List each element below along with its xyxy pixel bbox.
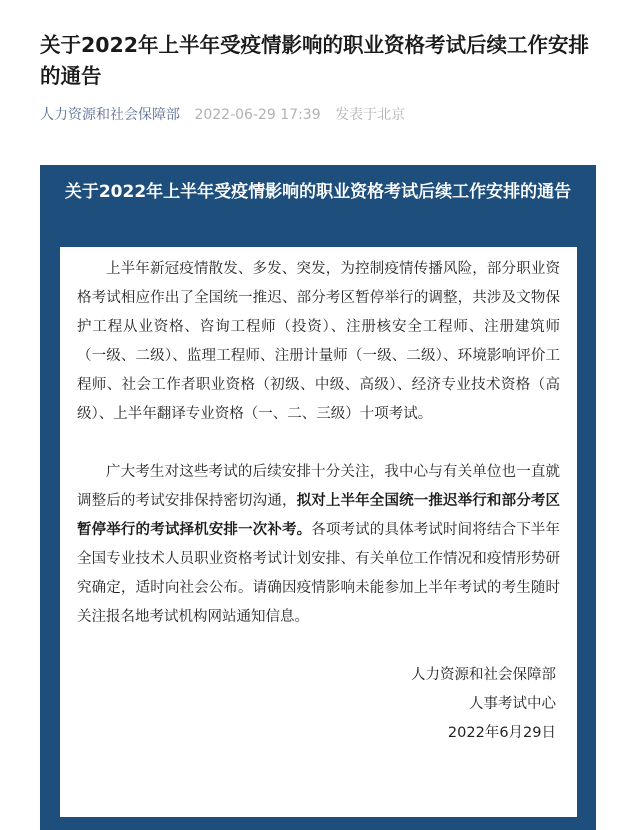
signatory-ministry: 人力资源和社会保障部 [411, 667, 556, 683]
sign-date: 2022年6月29日 [447, 725, 556, 741]
article-title: 关于2022年上半年受疫情影响的职业资格考试后续工作安排的通告 [40, 33, 590, 88]
publish-location: 发表于北京 [335, 107, 406, 123]
notice-body [60, 247, 577, 817]
signatory-center: 人事考试中心 [469, 696, 556, 712]
signature-block [77, 661, 560, 748]
notice-paragraph-1: 上半年新冠疫情散发、多发、突发，为控制疫情传播风险，部分职业资格考试相应作出了全国统一推迟、部分考区暂停举行的调整，共涉及文物保护工程从业资格、咨询工程师（投资）、注册核安全工程师、注册建筑师（一级、二级）、监理工程师、注册计量师（一级、二级）、环境影响评价工程师、社会工作者职业资格（初级、中级、高级）、经济专业技术资格（高级）、上半年翻译专业资格（一、二、三级）十项考试。 [77, 261, 560, 422]
paragraph-2-rest: 各项考试的具体考试时间将结合下半年全国专业技术人员职业资格考试计划安排、有关单位工作情况和疫情形势研究确定，适时向社会公布。请确因疫情影响未能参加上半年考试的考生随时关注报名地考试机构网站通知信息。 [77, 522, 560, 625]
paragraph-2-intro: 广大考生对这些考试的后续安排十分关注，我中心与有关单位也一直就调整后的考试安排保持密切沟通， [77, 464, 560, 509]
article-meta [40, 105, 405, 125]
notice-box [40, 165, 596, 830]
notice-paragraph-2 [77, 458, 560, 632]
publish-time: 2022-06-29 17:39 [194, 107, 321, 123]
notice-title: 关于2022年上半年受疫情影响的职业资格考试后续工作安排的通告 [64, 182, 572, 202]
account-name-link[interactable]: 人力资源和社会保障部 [40, 107, 180, 123]
paragraph-2-emphasis: 拟对上半年全国统一推迟举行和部分考区暂停举行的考试择机安排一次补考。 [77, 493, 560, 538]
